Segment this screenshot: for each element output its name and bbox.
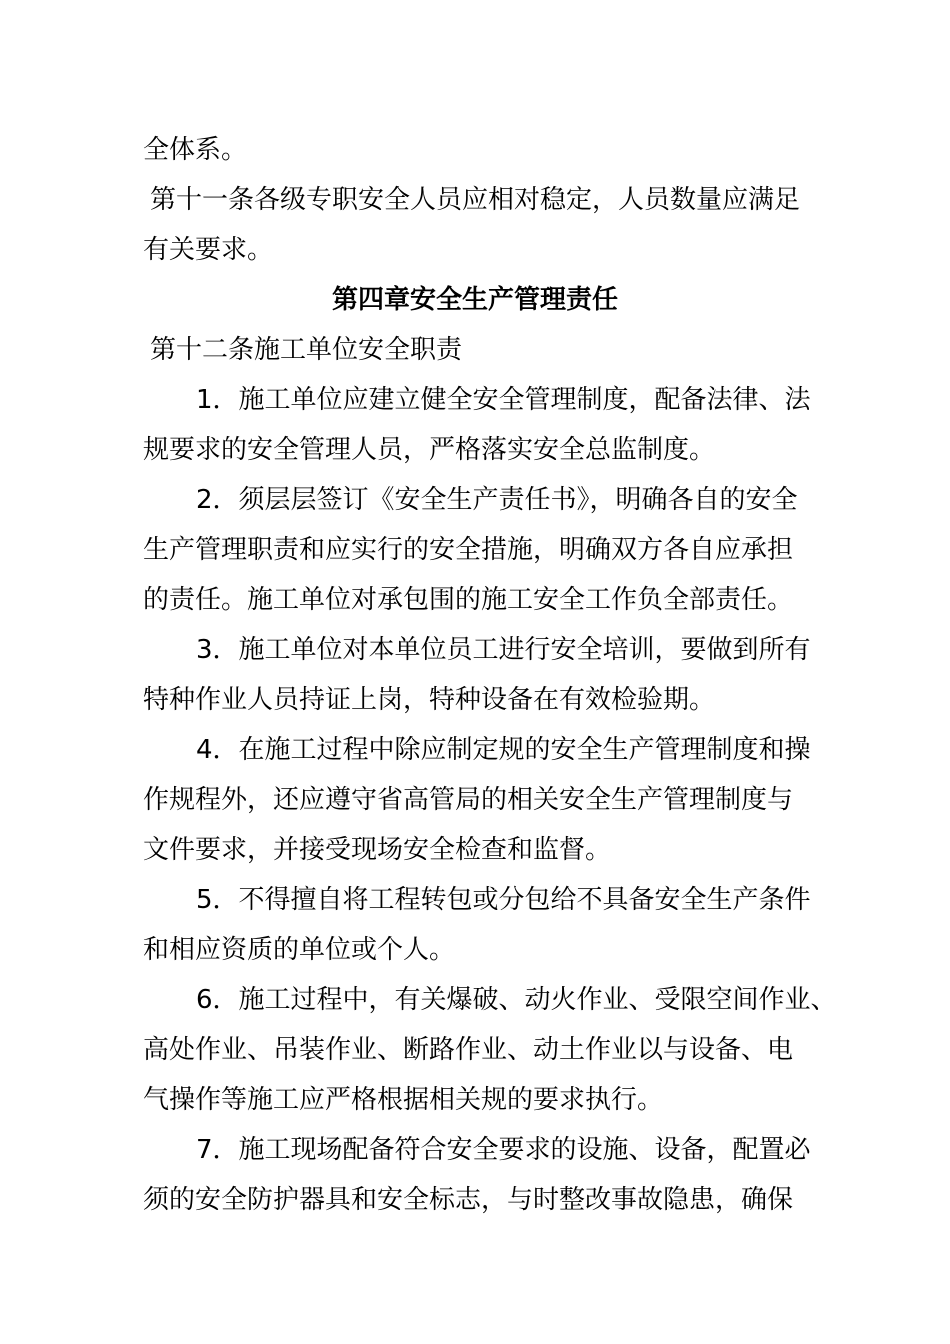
text-line: 3．施工单位对本单位员工进行安全培训，要做到所有: [196, 635, 811, 665]
text-line: 高处作业、吊装作业、断路作业、动土作业以与设备、电: [143, 1035, 794, 1065]
text-line: 特种作业人员持证上岗，特种设备在有效检验期。: [143, 685, 716, 715]
text-line: 6．施工过程中，有关爆破、动火作业、受限空间作业、: [196, 985, 837, 1015]
text-line: 第十一条各级专职安全人员应相对稳定，人员数量应满足: [150, 185, 801, 215]
text-line: 7．施工现场配备符合安全要求的设施、设备，配置必: [196, 1135, 811, 1165]
text-line: 和相应资质的单位或个人。: [143, 935, 456, 965]
text-line: 全体系。: [143, 135, 248, 165]
text-line: 有关要求。: [143, 235, 274, 265]
text-line: 4．在施工过程中除应制定规的安全生产管理制度和操: [196, 735, 811, 765]
text-line: 1．施工单位应建立健全安全管理制度，配备法律、法: [196, 385, 811, 415]
text-line: 气操作等施工应严格根据相关规的要求执行。: [143, 1085, 664, 1115]
text-line: 作规程外，还应遵守省高管局的相关安全生产管理制度与: [143, 785, 794, 815]
text-line: 5．不得擅自将工程转包或分包给不具备安全生产条件: [196, 885, 811, 915]
article-heading: 第十二条施工单位安全职责: [150, 335, 463, 365]
text-line: 2．须层层签订《安全生产责任书》，明确各自的安全: [196, 485, 798, 515]
text-line: 文件要求，并接受现场安全检查和监督。: [143, 835, 612, 865]
text-line: 的责任。施工单位对承包围的施工安全工作负全部责任。: [143, 585, 794, 615]
chapter-heading: 第四章安全生产管理责任: [331, 285, 618, 315]
text-line: 规要求的安全管理人员，严格落实安全总监制度。: [143, 435, 716, 465]
text-line: 须的安全防护器具和安全标志，与时整改事故隐患，确保: [143, 1185, 794, 1215]
text-line: 生产管理职责和应实行的安全措施，明确双方各自应承担: [143, 535, 794, 565]
